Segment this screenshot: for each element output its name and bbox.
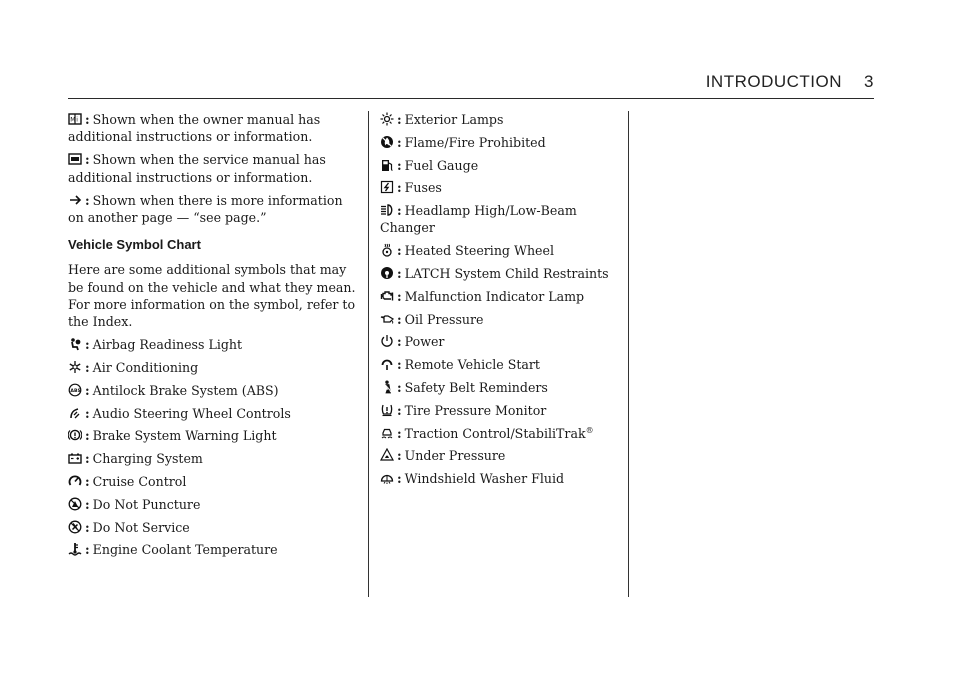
symbol-item: : Tire Pressure Monitor: [380, 402, 620, 419]
symbol-item: : Remote Vehicle Start: [380, 356, 620, 373]
fuel-gauge-icon: [380, 158, 394, 172]
audio-steering-icon: [68, 406, 82, 420]
symbol-item: : Brake System Warning Light: [68, 427, 360, 444]
air-conditioning-icon: [68, 360, 82, 374]
symbol-item: ABS : Antilock Brake System (ABS): [68, 382, 360, 399]
intro-text: Shown when there is more information on another page — “see page.”: [68, 192, 343, 226]
oil-can-icon: [380, 312, 394, 326]
symbol-item: : Engine Coolant Temperature: [68, 541, 360, 558]
headlamp-icon: [380, 203, 394, 217]
seat-belt-icon: [380, 380, 394, 394]
symbol-item: : Fuel Gauge: [380, 157, 620, 174]
symbol-item: : Headlamp High/Low-Beam Changer: [380, 203, 577, 236]
coolant-temperature-icon: [68, 542, 82, 556]
symbol-item: : Flame/Fire Prohibited: [380, 134, 620, 151]
column-divider-right: [628, 111, 629, 597]
symbol-item: : Safety Belt Reminders: [380, 379, 620, 396]
do-not-service-icon: [68, 520, 82, 534]
page-number: 3: [864, 72, 874, 91]
left-column: [68, 111, 360, 564]
symbol-item: : Under Pressure: [380, 447, 620, 464]
do-not-puncture-icon: [68, 497, 82, 511]
battery-icon: [68, 451, 82, 465]
symbol-item: : Exterior Lamps: [380, 111, 620, 128]
symbol-item: : Fuses: [380, 179, 620, 196]
symbol-item: : Malfunction Indicator Lamp: [380, 288, 620, 305]
brake-warning-icon: [68, 428, 82, 442]
owner-manual-icon: [68, 112, 82, 126]
power-icon: [380, 334, 394, 348]
symbol-item: : Do Not Puncture: [68, 496, 360, 513]
latch-icon: [380, 266, 394, 280]
symbol-item: : LATCH System Child Restraints: [380, 265, 620, 282]
symbol-item: : Heated Steering Wheel: [380, 242, 620, 259]
symbol-item: : Do Not Service: [68, 519, 360, 536]
heated-steering-icon: [380, 243, 394, 257]
tire-pressure-icon: [380, 403, 394, 417]
service-manual-icon: [68, 152, 82, 166]
fuse-icon: [380, 180, 394, 194]
middle-column: [380, 111, 620, 493]
symbol-item: : Traction Control/StabiliTrak®: [380, 425, 620, 442]
header-text: [706, 72, 874, 92]
symbol-item: : Airbag Readiness Light: [68, 336, 360, 353]
registered-mark: ®: [585, 425, 594, 435]
intro-item: : Shown when the service manual has additional instructions or information.: [68, 152, 326, 185]
airbag-icon: [68, 337, 82, 351]
washer-fluid-icon: [380, 471, 394, 485]
traction-control-icon: [380, 426, 394, 440]
remote-start-icon: [380, 357, 394, 371]
chart-intro: Here are some additional symbols that may be found on the vehicle and what they mean. For more information on the symbol, refer to the Index.: [68, 262, 356, 330]
exterior-lamps-icon: [380, 112, 394, 126]
intro-text: Shown when the service manual has additional instructions or information.: [68, 152, 326, 185]
page-reference-icon: [68, 193, 82, 207]
symbol-item: : Cruise Control: [68, 473, 360, 490]
symbol-item: : Audio Steering Wheel Controls: [68, 405, 360, 422]
cruise-control-icon: [68, 474, 82, 488]
abs-icon: [68, 383, 82, 397]
page-header: [68, 70, 874, 99]
flame-prohibited-icon: [380, 135, 394, 149]
symbol-item: : Power: [380, 333, 620, 350]
intro-text: Shown when the owner manual has additional instructions or information.: [68, 112, 321, 145]
intro-item: : Shown when there is more information on another page — “see page.”: [68, 192, 343, 226]
svg-text:i: i: [76, 116, 78, 124]
symbol-item: : Oil Pressure: [380, 311, 620, 328]
svg-text:M: M: [70, 116, 76, 124]
chart-heading: Vehicle Symbol Chart: [68, 237, 201, 253]
symbol-item: : Charging System: [68, 450, 360, 467]
intro-item: i M : Shown when the owner manual has additional instructions or information.: [68, 112, 321, 145]
column-divider-left: [368, 111, 369, 597]
engine-icon: [380, 289, 394, 303]
symbol-item: : Air Conditioning: [68, 359, 360, 376]
symbol-item: : Windshield Washer Fluid: [380, 470, 620, 487]
under-pressure-icon: [380, 448, 394, 462]
section-title: INTRODUCTION: [705, 72, 843, 91]
svg-text:ABS: ABS: [70, 388, 81, 394]
